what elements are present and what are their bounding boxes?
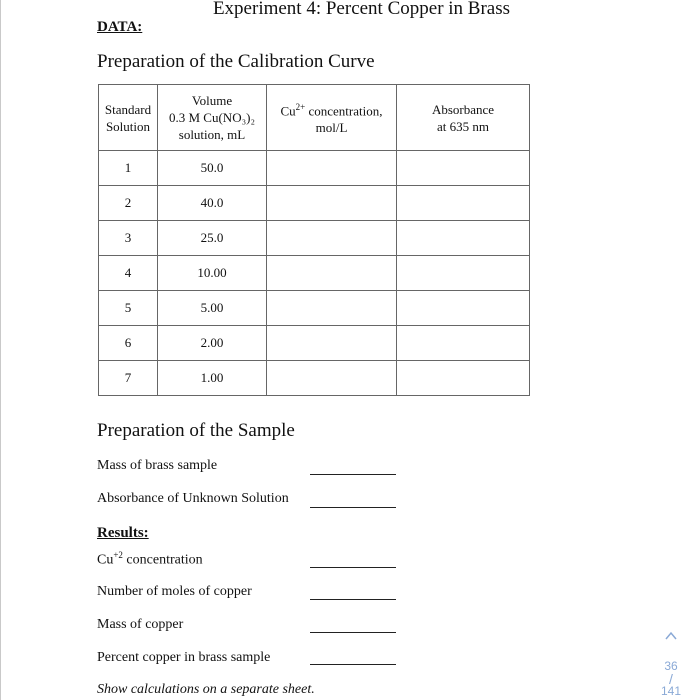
cell-solution: 2 [99, 186, 158, 221]
table-header-row [99, 85, 530, 151]
percent-copper-blank [310, 664, 396, 665]
sample-heading: Preparation of the Sample [97, 420, 295, 441]
table-row [99, 361, 530, 396]
table-row [99, 256, 530, 291]
mass-copper-blank [310, 632, 396, 633]
cell-solution: 5 [99, 291, 158, 326]
cell-absorbance [397, 151, 530, 186]
cell-volume: 1.00 [158, 361, 267, 396]
page-edge [0, 0, 1, 700]
cell-concentration [267, 221, 397, 256]
header-standard-solution: Standard Solution [99, 85, 158, 151]
header-absorbance: Absorbance at 635 nm [397, 85, 530, 151]
cell-absorbance [397, 326, 530, 361]
calibration-heading: Preparation of the Calibration Curve [97, 51, 375, 72]
absorbance-unknown-blank [310, 507, 396, 508]
cu-concentration-label: $Cu^{+2}$ concentration [97, 550, 203, 568]
table-row [99, 151, 530, 186]
moles-copper-blank [310, 599, 396, 600]
footnote: Show calculations on a separate sheet. [97, 682, 315, 697]
cell-volume: 10.00 [158, 256, 267, 291]
cell-absorbance [397, 186, 530, 221]
cell-concentration [267, 186, 397, 221]
percent-copper-label: Percent copper in brass sample [97, 650, 271, 665]
current-page-number: 36 [664, 659, 678, 673]
table-row [99, 221, 530, 256]
table-row [99, 326, 530, 361]
cell-concentration [267, 361, 397, 396]
cell-concentration [267, 291, 397, 326]
cell-solution: 4 [99, 256, 158, 291]
cell-concentration [267, 326, 397, 361]
calibration-table [98, 84, 530, 396]
absorbance-unknown-label: Absorbance of Unknown Solution [97, 491, 289, 506]
cell-absorbance [397, 256, 530, 291]
header-concentration: $Cu^{2+}$ concentration, mol/L [267, 85, 397, 151]
cell-volume: 25.0 [158, 221, 267, 256]
total-page-count: 141 [660, 684, 682, 698]
data-heading: DATA: [97, 19, 143, 35]
table-row [99, 291, 530, 326]
page-separator: / [669, 671, 673, 687]
page-title: Experiment 4: Percent Copper in Brass [212, 0, 511, 19]
page-navigator[interactable] [660, 628, 682, 697]
results-heading: Results: [97, 525, 149, 541]
cell-volume: 40.0 [158, 186, 267, 221]
cell-solution: 6 [99, 326, 158, 361]
cell-volume: 2.00 [158, 326, 267, 361]
table-row [99, 186, 530, 221]
mass-copper-label: Mass of copper [97, 617, 184, 632]
cell-solution: 7 [99, 361, 158, 396]
mass-brass-label: Mass of brass sample [97, 458, 218, 473]
mass-brass-blank [310, 474, 396, 475]
cell-concentration [267, 151, 397, 186]
cu-concentration-blank [310, 567, 396, 568]
header-volume: Volume 0.3 M Cu(NO₃)₂ solution, mL [158, 85, 267, 151]
cell-solution: 1 [99, 151, 158, 186]
cell-absorbance [397, 221, 530, 256]
cell-volume: 50.0 [158, 151, 267, 186]
cell-absorbance [397, 291, 530, 326]
cell-volume: 5.00 [158, 291, 267, 326]
cell-concentration [267, 256, 397, 291]
chevron-up-icon[interactable] [660, 628, 682, 643]
cell-absorbance [397, 361, 530, 396]
moles-copper-label: Number of moles of copper [97, 584, 252, 599]
cell-solution: 3 [99, 221, 158, 256]
